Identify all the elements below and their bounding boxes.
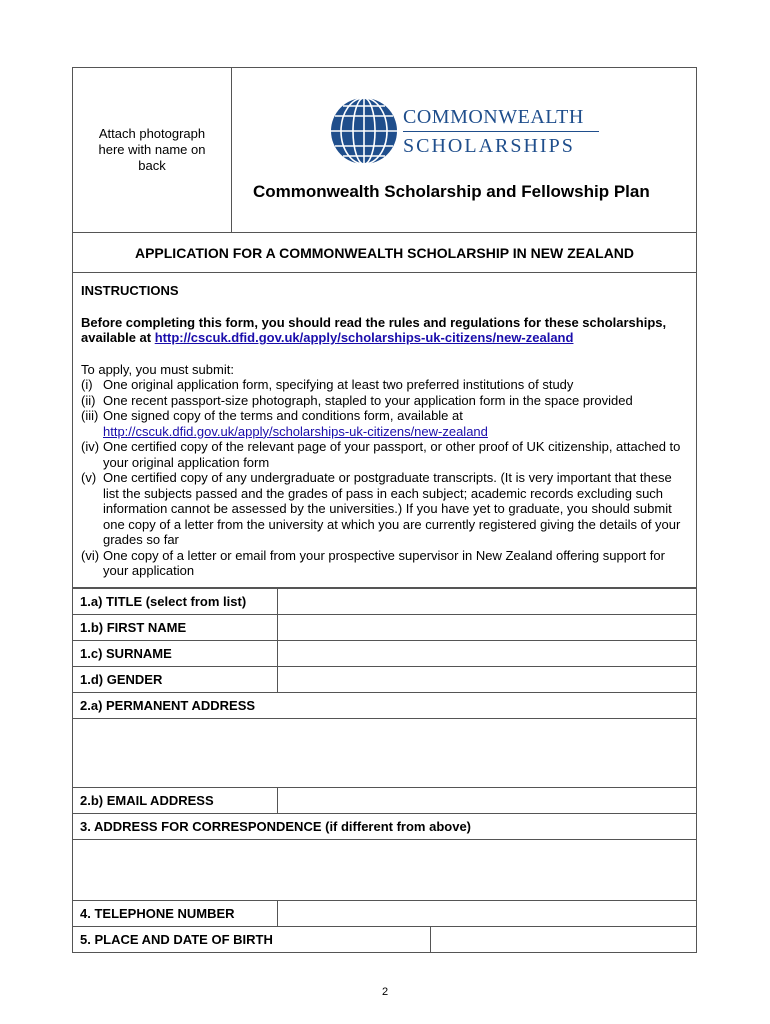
place-date-birth-field[interactable] [431, 926, 697, 952]
terms-link[interactable]: http://cscuk.dfid.gov.uk/apply/scholarships-uk-citizens/new-zealand [103, 423, 488, 439]
telephone-label: 4. TELEPHONE NUMBER [73, 900, 278, 926]
list-item: (i) One original application form, specifying at least two preferred institutions of study [81, 377, 574, 392]
permanent-address-label: 2.a) PERMANENT ADDRESS [73, 692, 697, 718]
logo-text-top: COMMONWEALTH [403, 105, 584, 128]
photo-box[interactable] [73, 68, 232, 232]
commonwealth-logo [329, 96, 599, 166]
list-item: (vi) One copy of a letter or email from your prospective supervisor in New Zealand offering support for your application [81, 547, 665, 578]
globe-icon [329, 96, 399, 166]
form-header [72, 67, 697, 233]
birth-details-table [72, 926, 697, 953]
submit-intro: To apply, you must submit: [81, 361, 234, 377]
permanent-address-field[interactable] [73, 718, 697, 787]
instructions-heading: INSTRUCTIONS [81, 283, 179, 298]
list-item: (v) One certified copy of any undergraduate or postgraduate transcripts. (It is very important that these list the subjects passed and the grades of pass in each subject; academic records excluding such information cannot be assessed by the universities.) If you have yet to graduate, you should submit one copy of a letter from the university at which you are currently registered giving the details of your grades so far [81, 470, 681, 547]
first-name-label: 1.b) FIRST NAME [73, 614, 278, 640]
email-label: 2.b) EMAIL ADDRESS [73, 787, 278, 813]
personal-details-table [72, 588, 697, 927]
correspondence-address-field[interactable] [73, 839, 697, 900]
photo-instruction: Attach photograph here with name on back [98, 126, 206, 173]
title-label: 1.a) TITLE (select from list) [73, 588, 278, 614]
first-name-field[interactable] [278, 614, 697, 640]
instructions-intro: Before completing this form, you should read the rules and regulations for these scholarships, available at http://cscuk.dfid.gov.uk/apply/scholarships-uk-citizens/new-zealand [81, 314, 667, 345]
gender-field[interactable] [278, 666, 697, 692]
logo-text-bottom: SCHOLARSHIPS [403, 134, 575, 157]
email-field[interactable] [278, 787, 697, 813]
application-form [72, 67, 697, 953]
correspondence-address-label: 3. ADDRESS FOR CORRESPONDENCE (if different from above) [73, 813, 697, 839]
page-number: 2 [381, 986, 389, 998]
logo-area [232, 68, 696, 232]
surname-field[interactable] [278, 640, 697, 666]
list-item: (iii) One signed copy of the terms and conditions form, available at http://cscuk.dfid.gov.uk/apply/scholarships-uk-citizens/new-zealand [81, 408, 488, 439]
title-field[interactable] [278, 588, 697, 614]
surname-label: 1.c) SURNAME [73, 640, 278, 666]
rules-link[interactable]: http://cscuk.dfid.gov.uk/apply/scholarships-uk-citizens/new-zealand [154, 330, 574, 345]
logo-divider [403, 131, 599, 132]
list-item: (ii) One recent passport-size photograph, stapled to your application form in the space provided [81, 392, 633, 408]
gender-label: 1.d) GENDER [73, 666, 278, 692]
instructions-section [72, 273, 697, 588]
list-item: (iv) One certified copy of the relevant page of your passport, or other proof of UK citizenship, attached to your original application form [81, 439, 681, 470]
place-date-birth-label: 5. PLACE AND DATE OF BIRTH [73, 926, 431, 952]
plan-title: Commonwealth Scholarship and Fellowship Plan [253, 182, 650, 201]
application-title: APPLICATION FOR A COMMONWEALTH SCHOLARSHIP IN NEW ZEALAND [72, 233, 697, 273]
telephone-field[interactable] [278, 900, 697, 926]
